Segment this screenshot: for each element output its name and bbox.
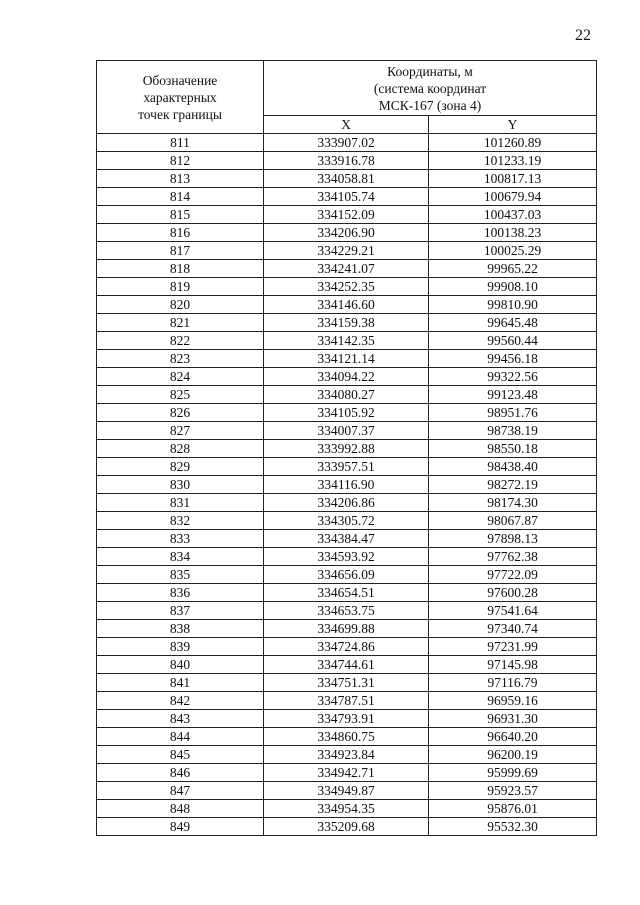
x-cell: 334116.90 [264, 476, 429, 494]
point-cell: 841 [97, 674, 264, 692]
x-cell: 334744.61 [264, 656, 429, 674]
x-cell: 333916.78 [264, 152, 429, 170]
point-cell: 815 [97, 206, 264, 224]
point-cell: 849 [97, 818, 264, 836]
y-cell: 100437.03 [429, 206, 597, 224]
y-cell: 101260.89 [429, 134, 597, 152]
x-cell: 334787.51 [264, 692, 429, 710]
x-cell: 334954.35 [264, 800, 429, 818]
table-row [97, 368, 597, 386]
table-body [97, 134, 597, 836]
x-cell: 334751.31 [264, 674, 429, 692]
table-row [97, 224, 597, 242]
y-cell: 99456.18 [429, 350, 597, 368]
x-cell: 334384.47 [264, 530, 429, 548]
x-cell: 334653.75 [264, 602, 429, 620]
y-cell: 99645.48 [429, 314, 597, 332]
y-cell: 97541.64 [429, 602, 597, 620]
point-cell: 821 [97, 314, 264, 332]
y-cell: 97898.13 [429, 530, 597, 548]
point-cell: 844 [97, 728, 264, 746]
point-cell: 846 [97, 764, 264, 782]
point-cell: 826 [97, 404, 264, 422]
x-cell: 333992.88 [264, 440, 429, 458]
table-row [97, 332, 597, 350]
table-row [97, 458, 597, 476]
table-row [97, 314, 597, 332]
table-row [97, 134, 597, 152]
table-row [97, 764, 597, 782]
y-cell: 98951.76 [429, 404, 597, 422]
table-row [97, 296, 597, 314]
point-cell: 825 [97, 386, 264, 404]
table-row [97, 728, 597, 746]
point-cell: 830 [97, 476, 264, 494]
x-cell: 334923.84 [264, 746, 429, 764]
table-row [97, 260, 597, 278]
y-cell: 98438.40 [429, 458, 597, 476]
point-cell: 817 [97, 242, 264, 260]
x-cell: 334121.14 [264, 350, 429, 368]
table-row [97, 170, 597, 188]
point-cell: 831 [97, 494, 264, 512]
y-column-header: Y [429, 116, 597, 134]
table-row [97, 530, 597, 548]
x-cell: 334241.07 [264, 260, 429, 278]
y-cell: 97762.38 [429, 548, 597, 566]
point-cell: 818 [97, 260, 264, 278]
point-cell: 823 [97, 350, 264, 368]
x-cell: 334146.60 [264, 296, 429, 314]
designation-header: Обозначение характерных точек границы [97, 61, 264, 134]
table-row [97, 584, 597, 602]
y-cell: 95923.57 [429, 782, 597, 800]
y-cell: 97340.74 [429, 620, 597, 638]
y-cell: 98067.87 [429, 512, 597, 530]
point-cell: 829 [97, 458, 264, 476]
y-cell: 101233.19 [429, 152, 597, 170]
y-cell: 95876.01 [429, 800, 597, 818]
table-row [97, 818, 597, 836]
point-cell: 839 [97, 638, 264, 656]
point-cell: 836 [97, 584, 264, 602]
table-row [97, 278, 597, 296]
y-cell: 96640.20 [429, 728, 597, 746]
x-cell: 334724.86 [264, 638, 429, 656]
point-cell: 811 [97, 134, 264, 152]
point-cell: 828 [97, 440, 264, 458]
x-cell: 334105.74 [264, 188, 429, 206]
point-cell: 847 [97, 782, 264, 800]
table-row [97, 404, 597, 422]
point-cell: 827 [97, 422, 264, 440]
x-cell: 334058.81 [264, 170, 429, 188]
x-cell: 333957.51 [264, 458, 429, 476]
y-cell: 99322.56 [429, 368, 597, 386]
x-cell: 334593.92 [264, 548, 429, 566]
y-cell: 97722.09 [429, 566, 597, 584]
x-cell: 334152.09 [264, 206, 429, 224]
table-row [97, 746, 597, 764]
y-cell: 99965.22 [429, 260, 597, 278]
coordinates-header: Координаты, м (система координат МСК-167 (зона 4) [264, 61, 597, 116]
x-cell: 334656.09 [264, 566, 429, 584]
y-cell: 96931.30 [429, 710, 597, 728]
y-cell: 97145.98 [429, 656, 597, 674]
coordinates-table [96, 60, 597, 836]
x-cell: 334159.38 [264, 314, 429, 332]
y-cell: 100025.29 [429, 242, 597, 260]
y-cell: 95532.30 [429, 818, 597, 836]
point-cell: 820 [97, 296, 264, 314]
point-cell: 833 [97, 530, 264, 548]
x-cell: 335209.68 [264, 818, 429, 836]
table-row [97, 386, 597, 404]
y-cell: 100679.94 [429, 188, 597, 206]
x-column-header: X [264, 116, 429, 134]
point-cell: 837 [97, 602, 264, 620]
y-cell: 97116.79 [429, 674, 597, 692]
y-cell: 98272.19 [429, 476, 597, 494]
point-cell: 848 [97, 800, 264, 818]
point-cell: 824 [97, 368, 264, 386]
table-row [97, 638, 597, 656]
table-row [97, 188, 597, 206]
table-row [97, 152, 597, 170]
y-cell: 99123.48 [429, 386, 597, 404]
x-cell: 334105.92 [264, 404, 429, 422]
x-cell: 334080.27 [264, 386, 429, 404]
table-row [97, 710, 597, 728]
point-cell: 840 [97, 656, 264, 674]
point-cell: 835 [97, 566, 264, 584]
table-row [97, 476, 597, 494]
point-cell: 813 [97, 170, 264, 188]
table-row [97, 242, 597, 260]
table-row [97, 548, 597, 566]
y-cell: 99810.90 [429, 296, 597, 314]
table-row [97, 674, 597, 692]
point-cell: 842 [97, 692, 264, 710]
table-row [97, 620, 597, 638]
point-cell: 822 [97, 332, 264, 350]
x-cell: 334206.86 [264, 494, 429, 512]
table-row [97, 656, 597, 674]
point-cell: 814 [97, 188, 264, 206]
table-row [97, 512, 597, 530]
x-cell: 334949.87 [264, 782, 429, 800]
y-cell: 97231.99 [429, 638, 597, 656]
table-row [97, 692, 597, 710]
y-cell: 99908.10 [429, 278, 597, 296]
y-cell: 97600.28 [429, 584, 597, 602]
point-cell: 816 [97, 224, 264, 242]
point-cell: 834 [97, 548, 264, 566]
point-cell: 845 [97, 746, 264, 764]
x-cell: 334699.88 [264, 620, 429, 638]
y-cell: 95999.69 [429, 764, 597, 782]
table-row [97, 206, 597, 224]
point-cell: 812 [97, 152, 264, 170]
x-cell: 334206.90 [264, 224, 429, 242]
y-cell: 100817.13 [429, 170, 597, 188]
point-cell: 843 [97, 710, 264, 728]
y-cell: 99560.44 [429, 332, 597, 350]
point-cell: 819 [97, 278, 264, 296]
x-cell: 334860.75 [264, 728, 429, 746]
page-number: 22 [575, 27, 591, 44]
x-cell: 334942.71 [264, 764, 429, 782]
x-cell: 334094.22 [264, 368, 429, 386]
y-cell: 96959.16 [429, 692, 597, 710]
point-cell: 838 [97, 620, 264, 638]
table-row [97, 494, 597, 512]
table-row [97, 602, 597, 620]
y-cell: 98550.18 [429, 440, 597, 458]
table-row [97, 440, 597, 458]
x-cell: 334654.51 [264, 584, 429, 602]
x-cell: 333907.02 [264, 134, 429, 152]
table-header [97, 61, 597, 134]
table-row [97, 800, 597, 818]
y-cell: 98174.30 [429, 494, 597, 512]
x-cell: 334007.37 [264, 422, 429, 440]
table-row [97, 422, 597, 440]
x-cell: 334252.35 [264, 278, 429, 296]
point-cell: 832 [97, 512, 264, 530]
y-cell: 100138.23 [429, 224, 597, 242]
table-row [97, 782, 597, 800]
x-cell: 334142.35 [264, 332, 429, 350]
y-cell: 98738.19 [429, 422, 597, 440]
x-cell: 334229.21 [264, 242, 429, 260]
y-cell: 96200.19 [429, 746, 597, 764]
table-row [97, 350, 597, 368]
x-cell: 334793.91 [264, 710, 429, 728]
table-row [97, 566, 597, 584]
x-cell: 334305.72 [264, 512, 429, 530]
